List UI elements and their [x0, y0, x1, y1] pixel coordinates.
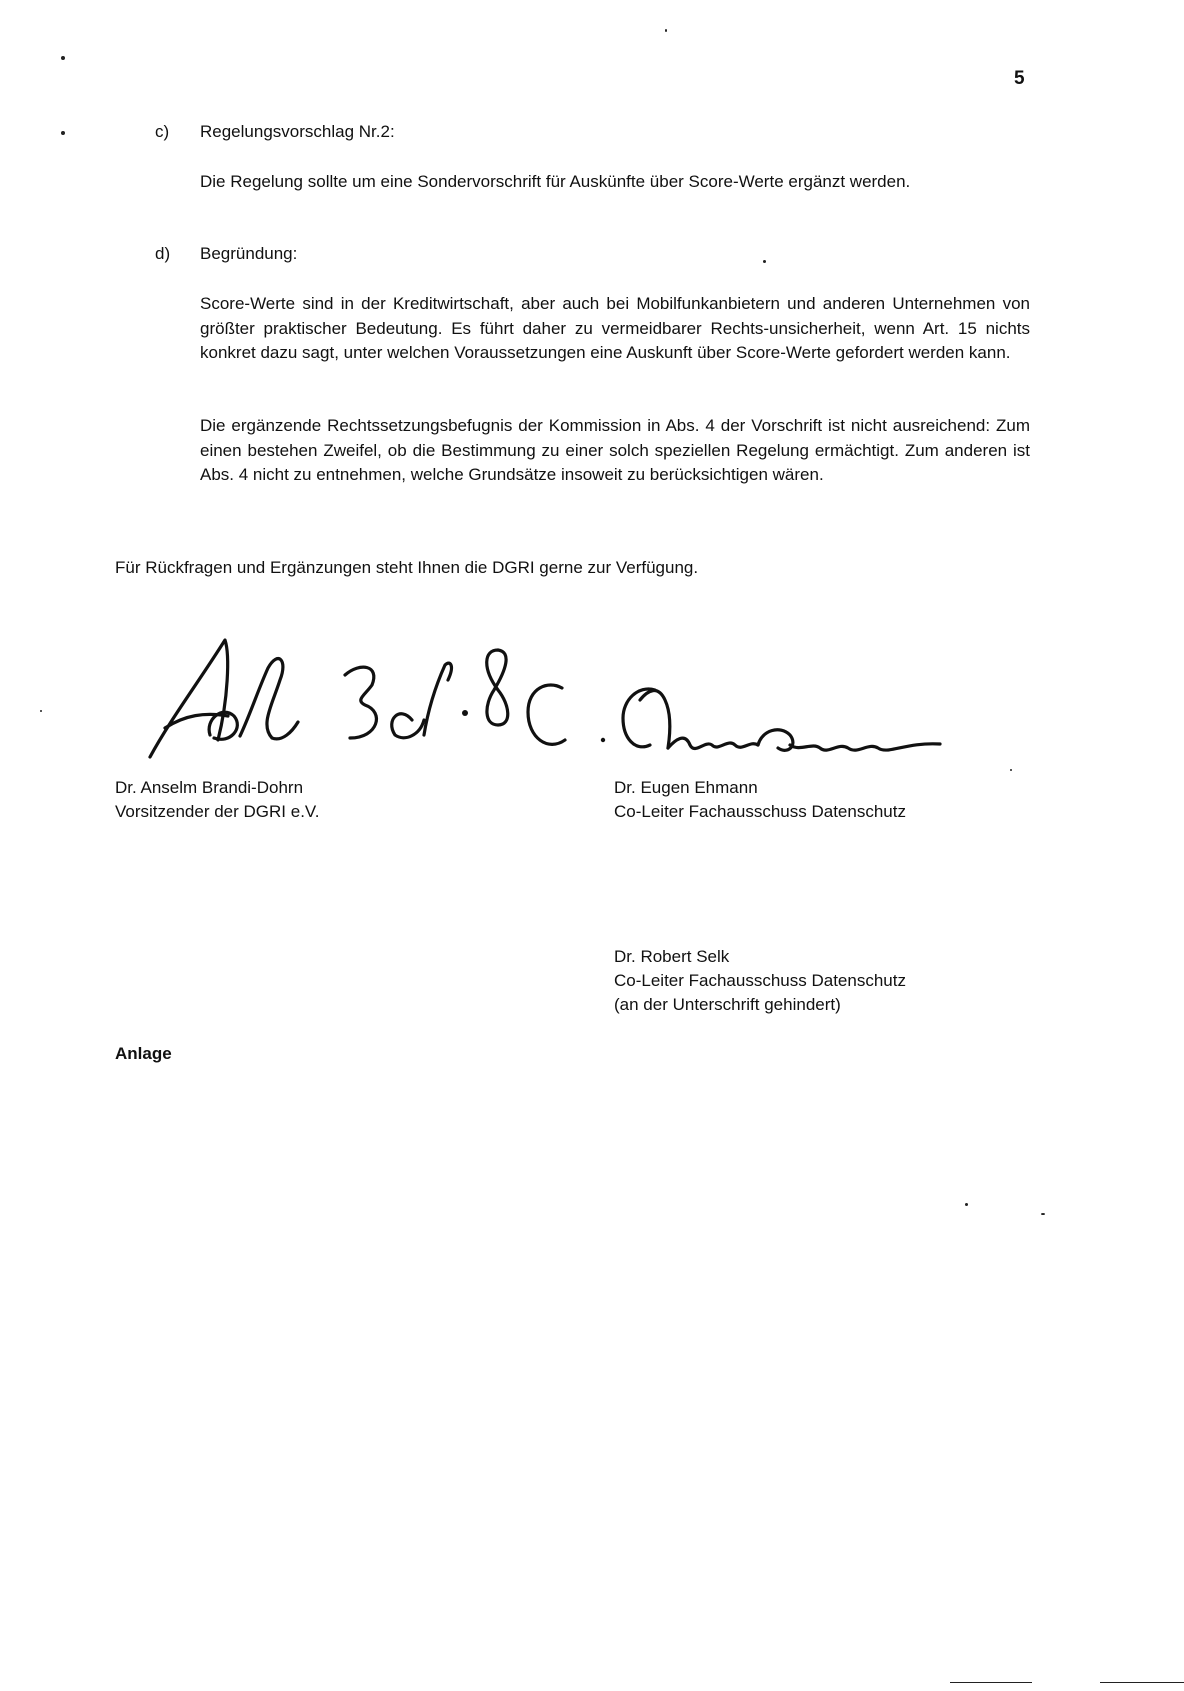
- signature-2-stroke: [790, 744, 940, 750]
- section-d-paragraph-2: Die ergänzende Rechtssetzungsbefugnis der Kommission in Abs. 4 der Vorschrift ist nicht ausreichend: Zum einen bestehen Zweifel, ob die Bestimmung zu einer solch speziellen Regelung ermächtigt. Zum anderen ist Abs. 4 nicht zu entnehmen, welche Grundsätze insoweit zu berücksichtigen wären.: [200, 416, 1030, 484]
- signature-2-dot: [601, 738, 605, 742]
- scan-speck: [965, 1203, 968, 1206]
- signature-1-stroke: [165, 714, 228, 728]
- signatory-note: (an der Unterschrift gehindert): [614, 995, 841, 1014]
- footer-rule: [1100, 1682, 1184, 1683]
- date-stroke: [424, 663, 451, 735]
- scan-speck: [1010, 769, 1012, 771]
- scan-speck: [40, 710, 42, 712]
- signatory-name: Dr. Anselm Brandi-Dohrn: [115, 778, 304, 797]
- signatory-role: Co-Leiter Fachausschuss Datenschutz: [614, 971, 906, 990]
- signatory-name: Dr. Robert Selk: [614, 947, 730, 966]
- scan-speck: [665, 29, 667, 32]
- signatory-role: Co-Leiter Fachausschuss Datenschutz: [614, 802, 906, 821]
- closing-sentence: Für Rückfragen und Ergänzungen steht Ihnen die DGRI gerne zur Verfügung.: [115, 558, 699, 577]
- signatory-role: Vorsitzender der DGRI e.V.: [115, 802, 320, 821]
- signature-2-stroke: [623, 689, 655, 747]
- signatory-ehmann: [614, 776, 906, 824]
- date-stroke: [487, 650, 508, 725]
- scan-speck: [763, 260, 766, 263]
- signatory-selk: [614, 945, 906, 1017]
- date-dot: [462, 710, 468, 716]
- signature-1-stroke: [209, 712, 237, 739]
- signature-1-stroke: [150, 640, 228, 757]
- signatory-brandi-dohrn: [115, 776, 319, 824]
- section-c-label: c): [155, 122, 170, 141]
- section-c-title: Regelungsvorschlag Nr.2:: [200, 122, 395, 141]
- attachment-label: Anlage: [115, 1044, 172, 1063]
- date-stroke: [392, 714, 424, 738]
- signatory-name: Dr. Eugen Ehmann: [614, 778, 758, 797]
- scan-speck: [61, 131, 65, 135]
- section-d-title: Begründung:: [200, 244, 298, 263]
- date-stroke: [345, 667, 376, 738]
- signature-1-stroke: [240, 659, 298, 739]
- signature-2-stroke: [640, 691, 670, 748]
- section-c-paragraph: Die Regelung sollte um eine Sondervorschrift für Auskünfte über Score-Werte ergänzt werden.: [200, 172, 911, 191]
- section-d-paragraph-1: Score-Werte sind in der Kreditwirtschaft, aber auch bei Mobilfunkanbietern und anderen Unternehmen von größter praktischer Bedeutung. Es führt daher zu vermeidbarer Rechts-unsicherheit, wenn Art. 15 nichts konkret dazu sagt, unter welchen Voraussetzungen eine Auskunft über Score-Werte gefordert werden kann.: [200, 294, 1030, 362]
- scan-speck: [1041, 1213, 1045, 1215]
- section-d-label: d): [155, 244, 171, 263]
- signature-2-stroke: [758, 730, 793, 751]
- scan-speck: [61, 56, 65, 60]
- page-number: 5: [1014, 68, 1025, 89]
- signature-2-stroke: [528, 685, 565, 744]
- footer-rule: [950, 1682, 1032, 1683]
- signature-2-stroke: [668, 738, 758, 748]
